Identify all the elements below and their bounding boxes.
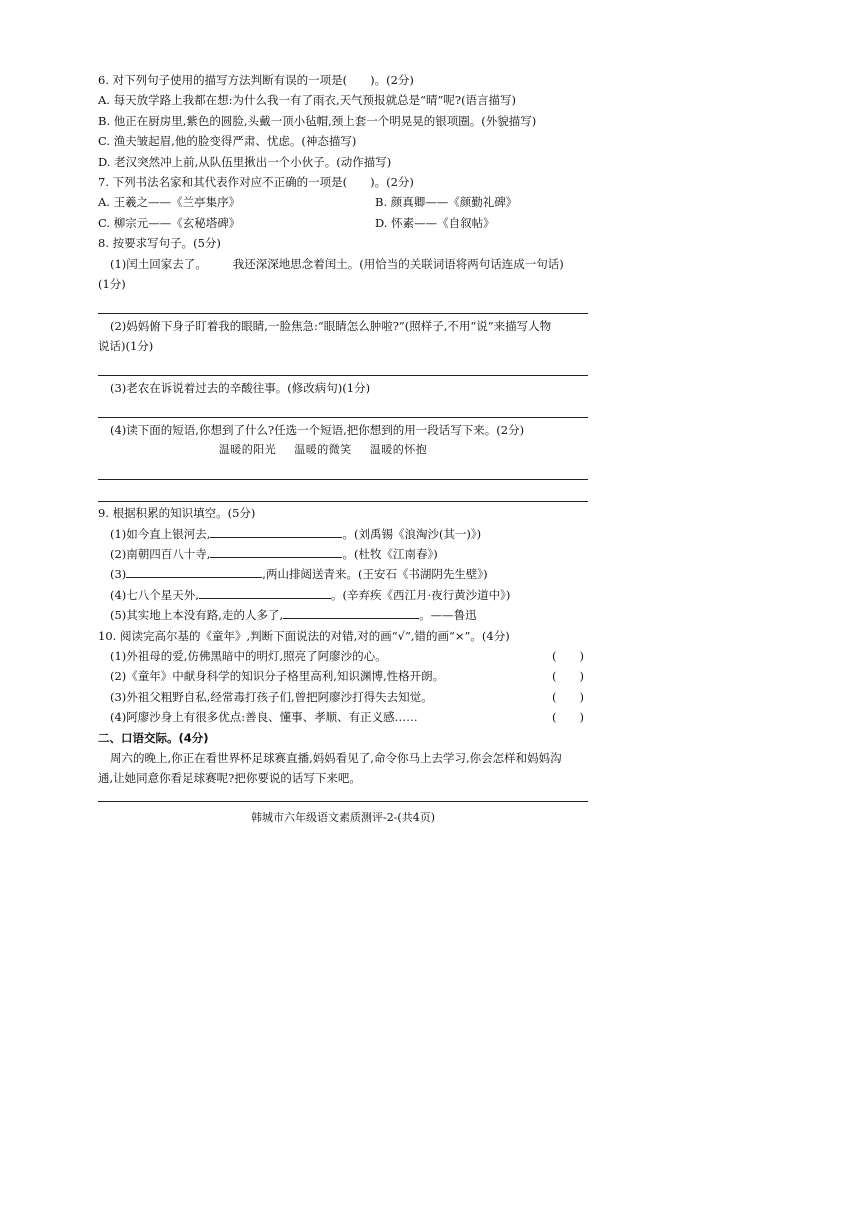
- q8-sub2-line1: (2)妈妈俯下身子盯着我的眼睛,一脸焦急:“眼睛怎么肿啦?”(照样子,不用“说”来描写人物: [110, 318, 552, 333]
- q8-sub4: (4)读下面的短语,你想到了什么?任选一个短语,把你想到的用一段话写下来。(2分): [110, 422, 525, 437]
- q10-item-4-answer[interactable]: ( ): [552, 710, 584, 725]
- q9-item-3-blank[interactable]: [126, 565, 262, 578]
- q8-sub1-answer-line[interactable]: [98, 294, 588, 314]
- q8-sub4-answer-line-1[interactable]: [98, 460, 588, 480]
- q9-item-1: [98, 524, 588, 544]
- q6-option-c: C. 渔夫皱起眉,他的脸变得严肃、忧虑。(神态描写): [98, 134, 357, 149]
- q9-item-4-text: (4)七八个星天外,: [110, 587, 199, 602]
- q8-sub2-line2: 说话)(1分): [98, 339, 154, 354]
- q8-sub3: (3)老农在诉说着过去的辛酸往事。(修改病句)(1分): [110, 380, 371, 395]
- q10-item-2-answer[interactable]: ( ): [552, 669, 584, 684]
- q7-option-c: C. 柳宗元——《玄秘塔碑》: [98, 215, 241, 230]
- q10-item-4-text: (4)阿廖沙身上有很多优点:善良、懂事、孝顺、有正义感……: [110, 710, 418, 725]
- q9-item-1-text: (1)如今直上银河去,: [110, 526, 211, 541]
- q7-row-cd: [98, 213, 588, 233]
- q8-sub2-answer-line[interactable]: [98, 356, 588, 376]
- q10-item-2: [98, 666, 588, 686]
- q7-row-ab: [98, 192, 588, 212]
- q9-item-5-source: 。——鲁迅: [419, 608, 477, 623]
- q10-item-1-answer[interactable]: ( ): [552, 648, 584, 663]
- q9-item-5-blank[interactable]: [283, 606, 419, 619]
- q6-option-b: B. 他正在厨房里,紫色的圆脸,头戴一顶小毡帽,颈上套一个明晃晃的银项圈。(外貌描写): [98, 113, 537, 128]
- q8-stem: 8. 按要求写句子。(5分): [98, 236, 221, 251]
- q9-item-4-blank[interactable]: [199, 586, 331, 599]
- q7-stem: 7. 下列书法名家和其代表作对应不正确的一项是( )。(2分): [98, 174, 414, 189]
- section2-answer-line[interactable]: [98, 801, 588, 802]
- q8-phrase-2: 温暖的微笑: [294, 443, 352, 457]
- section2-title: 二、口语交际。(4分): [98, 730, 209, 745]
- q9-item-1-blank[interactable]: [210, 525, 342, 538]
- q7-option-b: B. 颜真卿——《颜勤礼碑》: [375, 195, 518, 210]
- q9-item-3-source: ,两山排闼送青来。(王安石《书湖阴先生壁》): [262, 567, 488, 582]
- q10-item-1-text: (1)外祖母的爱,仿佛黑暗中的明灯,照亮了阿廖沙的心。: [110, 648, 387, 663]
- q8-phrase-1: 温暖的阳光: [218, 443, 277, 457]
- q9-item-2: [98, 544, 588, 564]
- q9-item-2-blank[interactable]: [210, 545, 342, 558]
- q9-item-5: [98, 605, 588, 625]
- q9-item-4: [98, 585, 588, 605]
- q6-stem: 6. 对下列句子使用的描写方法判断有误的一项是( )。(2分): [98, 73, 414, 87]
- q8-sub4-answer-line-2[interactable]: [98, 482, 588, 502]
- q9-item-3: [98, 564, 588, 584]
- q7-option-a: A. 王羲之——《兰亭集序》: [98, 195, 241, 210]
- q9-stem: 9. 根据积累的知识填空。(5分): [98, 506, 256, 521]
- q10-item-4: [98, 707, 588, 727]
- exam-content: [98, 70, 588, 789]
- q9-item-4-source: 。(辛弃疾《西江月·夜行黄沙道中》): [330, 587, 511, 602]
- q6-option-d: D. 老汉突然冲上前,从队伍里揪出一个小伙子。(动作描写): [98, 154, 392, 169]
- q10-item-3: [98, 687, 588, 707]
- q10-item-3-text: (3)外祖父粗野自私,经常毒打孩子们,曾把阿廖沙打得失去知觉。: [110, 689, 433, 704]
- q8-sub1: [98, 254, 588, 274]
- q8-sub3-answer-line[interactable]: [98, 398, 588, 418]
- q9-item-2-text: (2)南朝四百八十寺,: [110, 546, 211, 561]
- q10-item-1: [98, 646, 588, 666]
- q10-item-3-answer[interactable]: ( ): [552, 689, 584, 704]
- q8-sub1-part2: 我还深深地思念着闰土。(用恰当的关联词语将两句话连成一句话): [232, 256, 564, 271]
- q7-option-d: D. 怀素——《自叙帖》: [375, 215, 495, 230]
- q10-item-2-text: (2)《童年》中献身科学的知识分子格里高利,知识渊博,性格开朗。: [110, 669, 445, 684]
- q8-phrase-3: 温暖的怀抱: [369, 443, 428, 457]
- q8-sub1-part1: (1)闰土回家去了。: [110, 256, 207, 271]
- section2-prompt-line2: 通,让她同意你看足球赛呢?把你要说的话写下来吧。: [98, 771, 361, 786]
- section2-prompt-line1: 周六的晚上,你正在看世界杯足球赛直播,妈妈看见了,命令你马上去学习,你会怎样和妈妈沟: [110, 750, 562, 765]
- q9-item-1-source: 。(刘禹锡《浪淘沙(其一)》): [342, 526, 482, 541]
- q8-phrases: [98, 440, 588, 460]
- page-footer: 韩城市六年级语文素质测评-2-(共4页): [250, 811, 435, 824]
- q9-item-5-text: (5)其实地上本没有路,走的人多了,: [110, 608, 284, 623]
- q6-option-a: A. 每天放学路上我都在想:为什么我一有了雨衣,天气预报就总是“晴”呢?(语言描写): [98, 93, 517, 108]
- q9-item-3-text: (3): [110, 567, 127, 582]
- q8-sub1-score: (1分): [98, 276, 126, 291]
- q9-item-2-source: 。(杜牧《江南春》): [342, 546, 438, 561]
- q10-stem: 10. 阅读完高尔基的《童年》,判断下面说法的对错,对的画“√”,错的画“×”。(4分): [98, 628, 510, 643]
